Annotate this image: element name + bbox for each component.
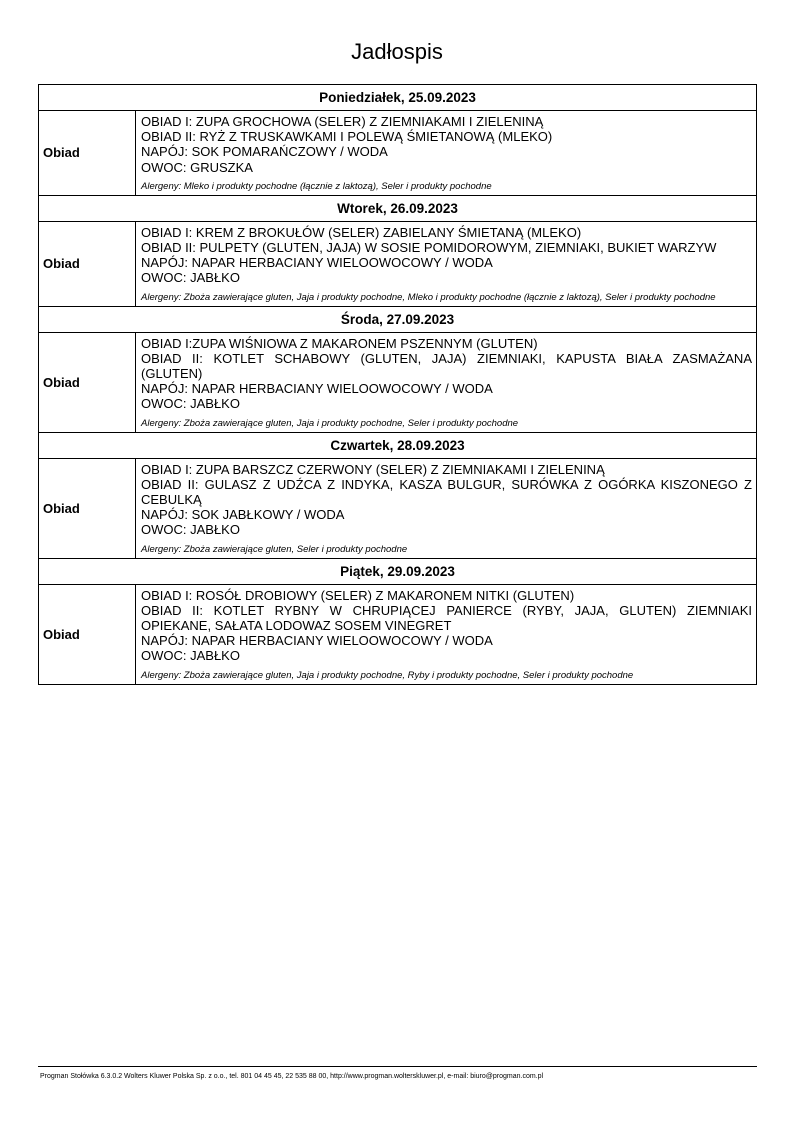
allergens-note: Alergeny: Zboża zawierające gluten, Jaja i produkty pochodne, Mleko i produkty pochodne (łącznie z laktozą), Seler i produkty pochodne: [141, 291, 716, 303]
menu-line: NAPÓJ: NAPAR HERBACIANY WIELOOWOCOWY / WODA: [141, 255, 493, 271]
meal-content: [136, 111, 757, 196]
meal-label: Obiad: [39, 111, 136, 196]
page-title: Jadłospis: [351, 39, 443, 64]
menu-line: OWOC: JABŁKO: [141, 522, 240, 538]
day-header-row: [39, 85, 757, 111]
menu-line: OBIAD I: ROSÓŁ DROBIOWY (SELER) Z MAKARONEM NITKI (GLUTEN): [141, 587, 575, 603]
day-header: Czwartek, 28.09.2023: [39, 432, 757, 458]
menu-line: OWOC: JABŁKO: [141, 396, 240, 412]
menu-line: OBIAD II: PULPETY (GLUTEN, JAJA) W SOSIE POMIDOROWYM, ZIEMNIAKI, BUKIET WARZYW: [141, 240, 717, 256]
meal-row: [39, 111, 757, 196]
menu-line: OBIAD I: ZUPA GROCHOWA (SELER) Z ZIEMNIAKAMI I ZIELENINĄ: [141, 114, 544, 129]
day-header-row: [39, 195, 757, 221]
menu-line: NAPÓJ: SOK JABŁKOWY / WODA: [141, 507, 345, 523]
meal-label: Obiad: [39, 332, 136, 432]
meal-row: [39, 584, 757, 684]
menu-line: NAPÓJ: SOK POMARAŃCZOWY / WODA: [141, 144, 388, 160]
meal-label: Obiad: [39, 458, 136, 558]
meal-row: [39, 458, 757, 558]
meal-label: Obiad: [39, 221, 136, 306]
allergens-note: Alergeny: Mleko i produkty pochodne (łącznie z laktozą), Seler i produkty pochodne: [141, 180, 492, 192]
menu-line: OBIAD II: GULASZ Z UDŹCA Z INDYKA, KASZA BULGUR, SURÓWKA Z OGÓRKA KISZONEGO Z CEBULKĄ: [141, 476, 752, 508]
menu-line: OBIAD I: KREM Z BROKUŁÓW (SELER) ZABIELANY ŚMIETANĄ (MLEKO): [141, 224, 582, 240]
meal-content: [136, 458, 757, 558]
menu-line: OBIAD II: KOTLET RYBNY W CHRUPIĄCEJ PANIERCE (RYBY, JAJA, GLUTEN) ZIEMNIAKI OPIEKANE, SAŁATA LODOWAZ SOSEM VINEGRET: [141, 602, 752, 634]
day-header: Środa, 27.09.2023: [39, 306, 757, 332]
allergens-note: Alergeny: Zboża zawierające gluten, Jaja i produkty pochodne, Ryby i produkty pochodne, Seler i produkty pochodne: [141, 669, 634, 681]
meal-content: [136, 221, 757, 306]
day-header-row: [39, 306, 757, 332]
meal-row: [39, 332, 757, 432]
menu-line: OBIAD I:ZUPA WIŚNIOWA Z MAKARONEM PSZENNYM (GLUTEN): [141, 335, 538, 351]
menu-table: [38, 84, 757, 685]
menu-line: OWOC: GRUSZKA: [141, 159, 253, 175]
day-header-row: [39, 558, 757, 584]
meal-label: Obiad: [39, 584, 136, 684]
menu-line: OBIAD II: RYŻ Z TRUSKAWKAMI I POLEWĄ ŚMIETANOWĄ (MLEKO): [141, 129, 553, 145]
meal-content: [136, 584, 757, 684]
meal-content: [136, 332, 757, 432]
day-header-row: [39, 432, 757, 458]
menu-line: OBIAD II: KOTLET SCHABOWY (GLUTEN, JAJA) ZIEMNIAKI, KAPUSTA BIAŁA ZASMAŻANA (GLUTEN): [141, 350, 752, 382]
menu-line: OWOC: JABŁKO: [141, 270, 240, 286]
menu-line: NAPÓJ: NAPAR HERBACIANY WIELOOWOCOWY / WODA: [141, 633, 493, 649]
menu-line: NAPÓJ: NAPAR HERBACIANY WIELOOWOCOWY / WODA: [141, 381, 493, 397]
day-header: Piątek, 29.09.2023: [39, 558, 757, 584]
menu-line: OBIAD I: ZUPA BARSZCZ CZERWONY (SELER) Z ZIEMNIAKAMI I ZIELENINĄ: [141, 461, 605, 477]
footer-text: Progman Stołówka 6.3.0.2 Wolters Kluwer Polska Sp. z o.o., tel. 801 04 45 45, 22 535 88 00, http://www.progman.wolterskluwer.pl, e-mail: biuro@progman.com.pl: [40, 1073, 544, 1080]
allergens-note: Alergeny: Zboża zawierające gluten, Jaja i produkty pochodne, Seler i produkty pochodne: [141, 417, 519, 429]
footer-divider: [38, 1066, 757, 1067]
allergens-note: Alergeny: Zboża zawierające gluten, Seler i produkty pochodne: [141, 543, 408, 555]
menu-line: OWOC: JABŁKO: [141, 648, 240, 664]
day-header: Poniedziałek, 25.09.2023: [39, 85, 757, 111]
meal-row: [39, 221, 757, 306]
day-header: Wtorek, 26.09.2023: [39, 195, 757, 221]
